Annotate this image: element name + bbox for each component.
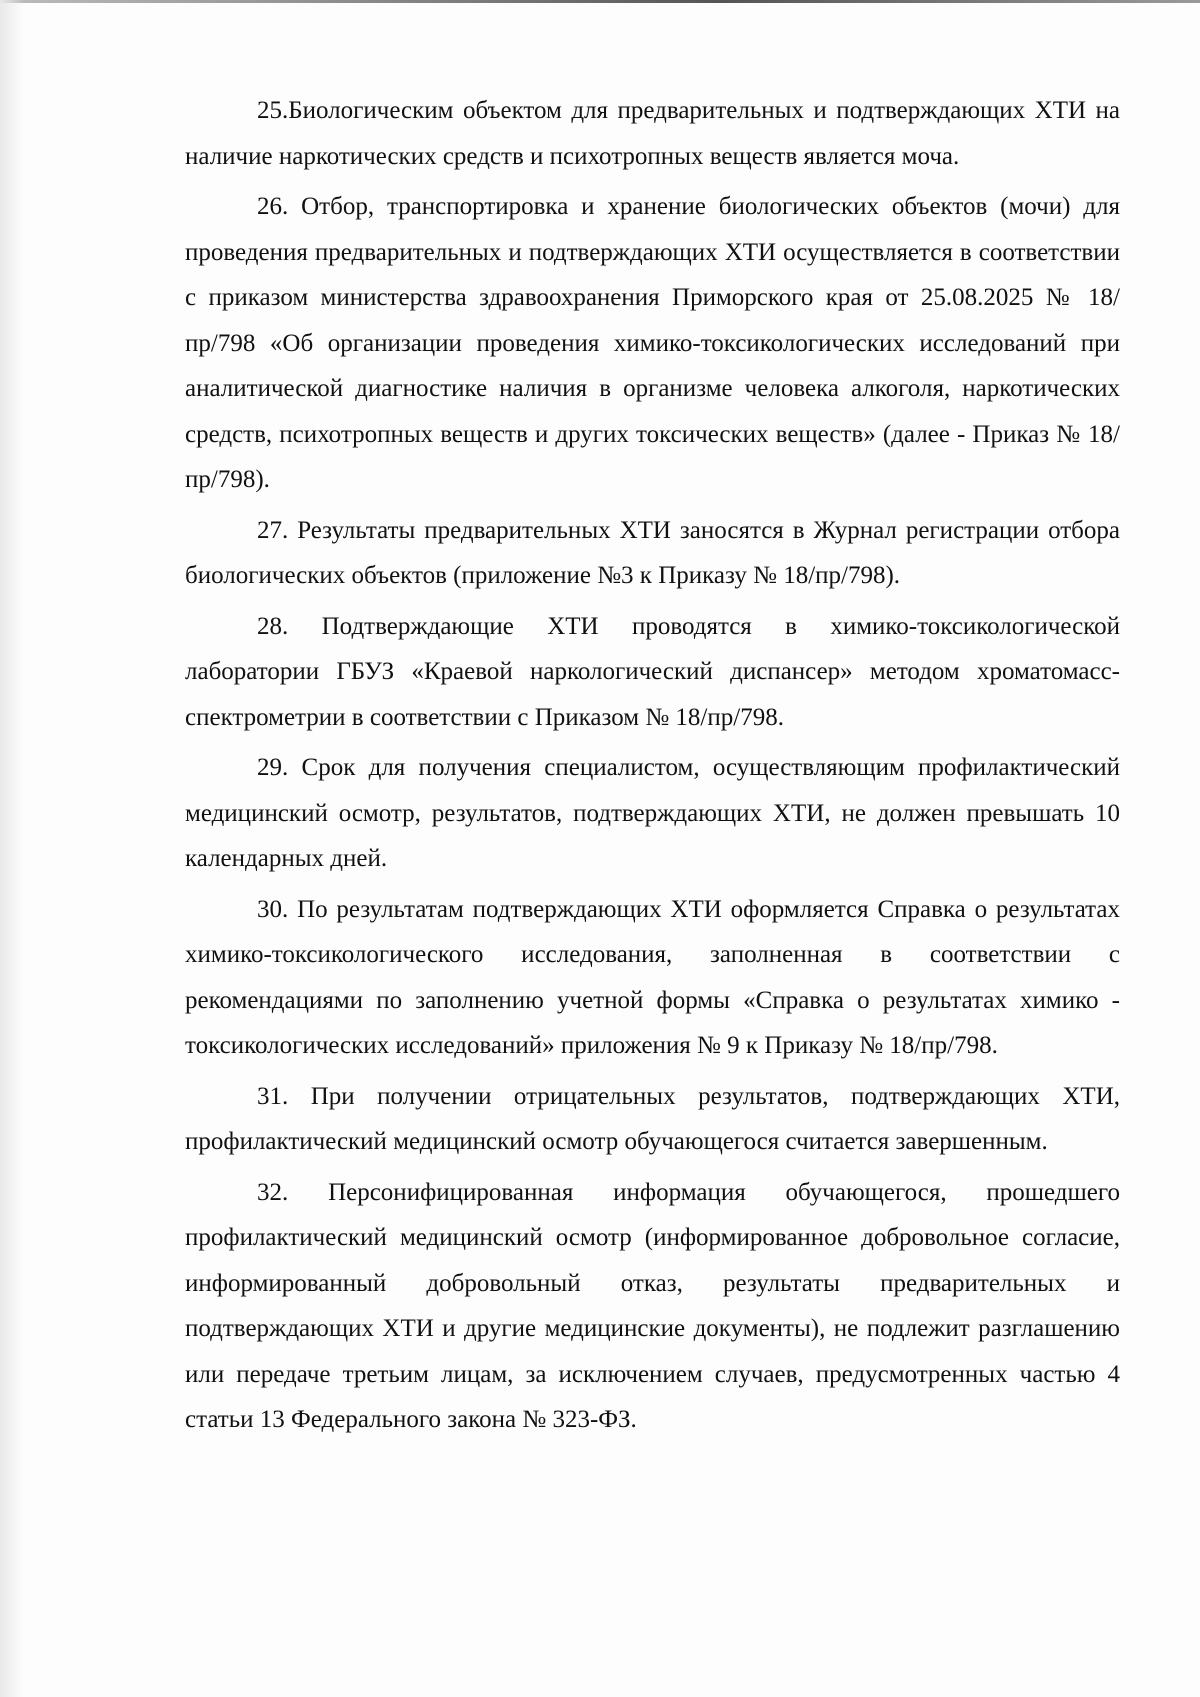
paragraph-25: 25.Биологическим объектом для предварительных и подтверждающих ХТИ на наличие наркотических средств и психотропных веществ является моча. [185,97,1120,170]
paragraph-27: 27. Результаты предварительных ХТИ заносятся в Журнал регистрации отбора биологических объектов (приложение №3 к Приказу № 18/пр/798). [185,516,1120,589]
paragraph-26: 26. Отбор, транспортировка и хранение биологических объектов (мочи) для проведения предварительных и подтверждающих ХТИ осуществляется в соответствии с приказом министерства здравоохранения Приморского края от 25.08.2025 № 18/пр/798 «Об организации проведения химико-токсикологических исследований при аналитической диагностике наличия в организме человека алкоголя, наркотических средств, психотропных веществ и других токсических веществ» (далее - Приказ № 18/пр/798). [185,193,1120,493]
paragraph-32: 32. Персонифицированная информация обучающегося, прошедшего профилактический медицинский осмотр (информированное добровольное согласие, информированный добровольный отказ, результаты предварительных и подтверждающих ХТИ и другие медицинские документы), не подлежит разглашению или передаче третьим лицам, за исключением случаев, предусмотренных частью 4 статьи 13 Федерального закона № 323-ФЗ. [185,1178,1120,1433]
scan-edge-top [0,0,1200,3]
paragraph-30: 30. По результатам подтверждающих ХТИ оформляется Справка о результатах химико-токсикологического исследования, заполненная в соответствии с рекомендациями по заполнению учетной формы «Справка о результатах химико - токсикологических исследований» приложения № 9 к Приказу № 18/пр/798. [185,895,1120,1059]
paragraph-28: 28. Подтверждающие ХТИ проводятся в химико-токсикологической лаборатории ГБУЗ «Краевой наркологический диспансер» методом хроматомасс-спектрометрии в соответствии с Приказом № 18/пр/798. [185,612,1120,731]
paragraph-29: 29. Срок для получения специалистом, осуществляющим профилактический медицинский осмотр, результатов, подтверждающих ХТИ, не должен превышать 10 календарных дней. [185,754,1120,872]
scan-edge-left [0,0,24,1697]
document-body [185,88,1120,1448]
paragraph-31: 31. При получении отрицательных результатов, подтверждающих ХТИ, профилактический медицинский осмотр обучающегося считается завершенным. [185,1082,1120,1155]
